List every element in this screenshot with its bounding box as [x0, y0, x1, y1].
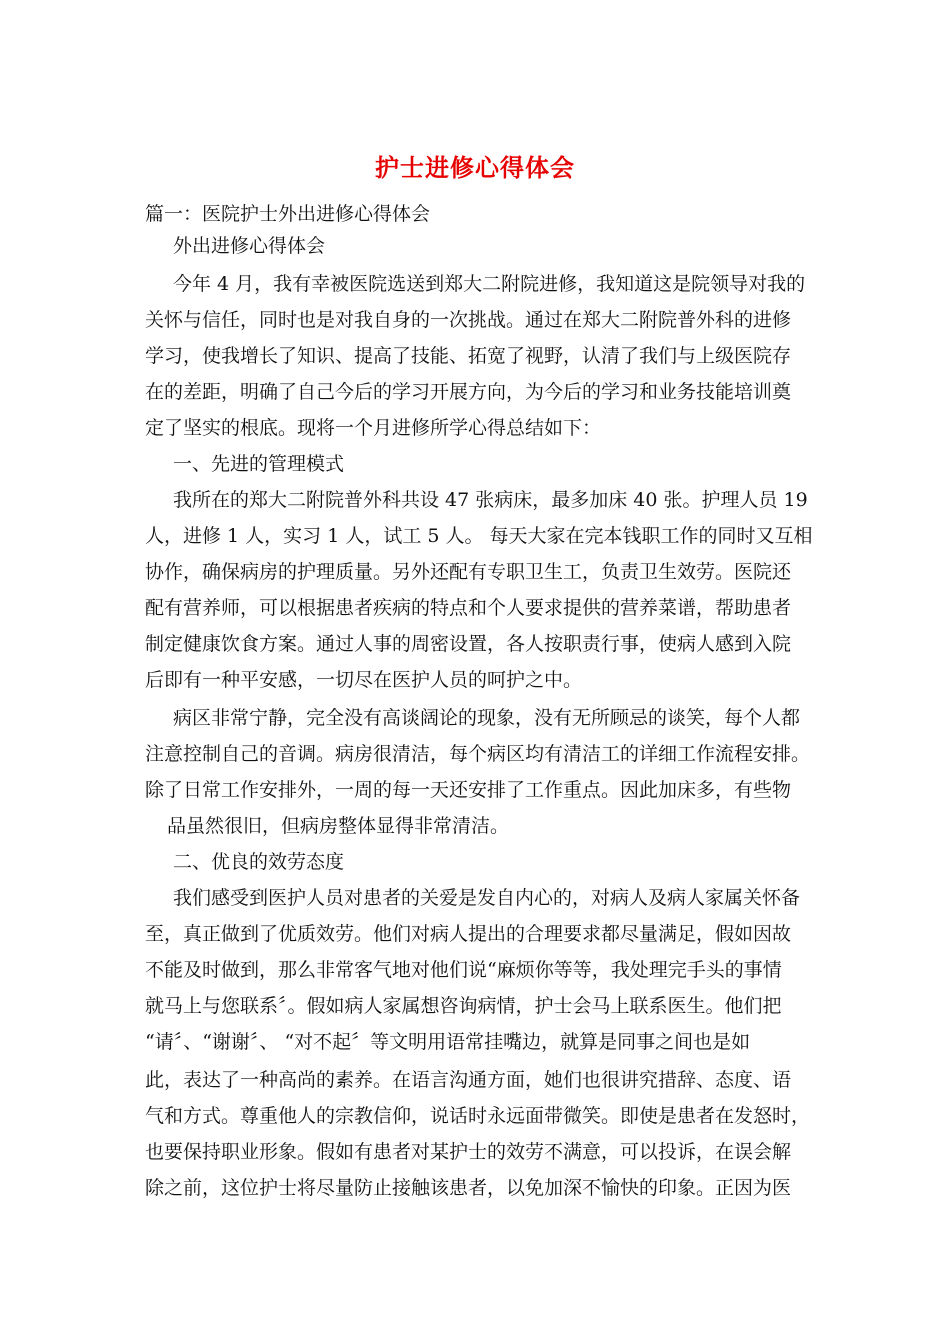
- body-line: 定了坚实的根底。现将一个月进修所学心得总结如下：: [145, 417, 602, 439]
- body-line: 我们感受到医护人员对患者的关爱是发自内心的，对病人及病人家属关怀备: [173, 887, 801, 909]
- body-line: “请〞、“谢谢〞、 “对不起〞等文明用语常挂嘴边，就算是同事之间也是如: [145, 1031, 751, 1053]
- section-heading: 二、优良的效劳态度: [173, 851, 345, 873]
- body-line: 气和方式。尊重他人的宗教信仰，说话时永远面带微笑。即使是患者在发怒时，: [145, 1105, 811, 1127]
- body-line: 人，进修 1 人，实习 1 人，试工 5 人。 每天大家在完本钱职工作的同时又互相: [145, 525, 813, 547]
- body-line: 关怀与信任，同时也是对我自身的一次挑战。通过在郑大二附院普外科的进修: [145, 309, 792, 331]
- body-line: 协作，确保病房的护理质量。另外还配有专职卫生工，负责卫生效劳。医院还: [145, 561, 792, 583]
- document-title: 护士进修心得体会: [375, 153, 575, 182]
- body-line: 我所在的郑大二附院普外科共设 47 张病床，最多加床 40 张。护理人员 19: [173, 489, 808, 511]
- body-line: 今年 4 月，我有幸被医院选送到郑大二附院进修，我知道这是院领导对我的: [173, 273, 806, 295]
- body-line: 制定健康饮食方案。通过人事的周密设置，各人按职责行事，使病人感到入院: [145, 633, 792, 655]
- body-line: 后即有一种平安感，一切尽在医护人员的呵护之中。: [145, 669, 583, 691]
- body-line: 外出进修心得体会: [173, 235, 326, 257]
- body-line: 此，表达了一种高尚的素养。在语言沟通方面，她们也很讲究措辞、态度、语: [145, 1069, 792, 1091]
- body-line: 至，真正做到了优质效劳。他们对病人提出的合理要求都尽量满足，假如因故: [145, 923, 792, 945]
- body-line: 病区非常宁静，完全没有高谈阔论的现象，没有无所顾忌的谈笑，每个人都: [173, 707, 801, 729]
- body-line: 不能及时做到，那么非常客气地对他们说“麻烦你等等，我处理完手头的事情: [145, 959, 782, 981]
- body-line: 配有营养师，可以根据患者疾病的特点和个人要求提供的营养菜谱，帮助患者: [145, 597, 792, 619]
- body-line: 除了日常工作安排外，一周的每一天还安排了工作重点。因此加床多，有些物: [145, 779, 792, 801]
- body-line: 注意控制自己的音调。病房很清洁，每个病区均有清洁工的详细工作流程安排。: [145, 743, 811, 765]
- body-line: 也要保持职业形象。假如有患者对某护士的效劳不满意，可以投诉，在误会解: [145, 1141, 792, 1163]
- section-heading: 一、先进的管理模式: [173, 453, 345, 475]
- body-line: 除之前，这位护士将尽量防止接触该患者，以免加深不愉快的印象。正因为医: [145, 1177, 792, 1199]
- body-line: 篇一：医院护士外出进修心得体会: [145, 203, 431, 225]
- body-line: 在的差距，明确了自己今后的学习开展方向，为今后的学习和业务技能培训奠: [145, 381, 792, 403]
- body-line: 就马上与您联系〞。假如病人家属想咨询病情，护士会马上联系医生。他们把: [145, 995, 782, 1017]
- body-line: 学习，使我增长了知识、提高了技能、拓宽了视野，认清了我们与上级医院存: [145, 345, 792, 367]
- body-line: 品虽然很旧，但病房整体显得非常清洁。: [167, 815, 510, 837]
